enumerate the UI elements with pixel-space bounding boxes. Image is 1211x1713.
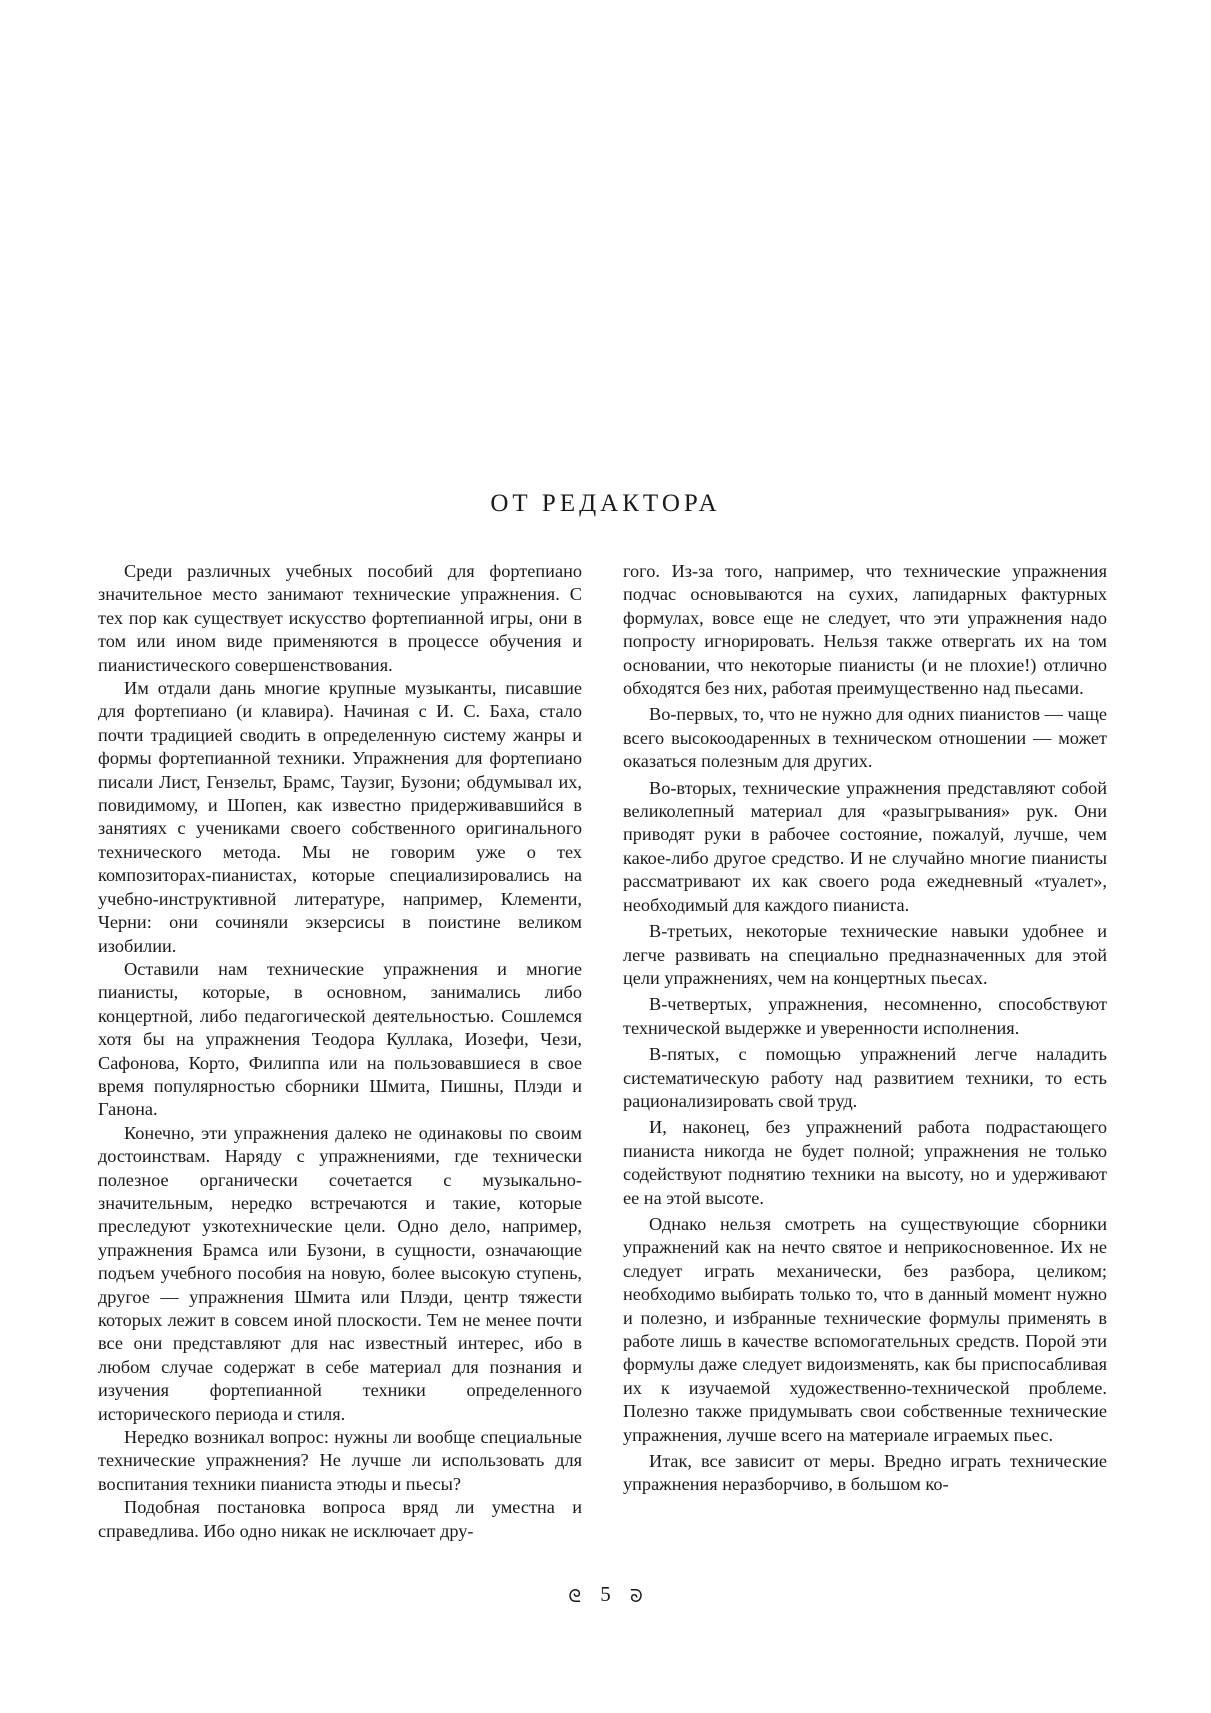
paragraph: Итак, все зависит от меры. Вредно играть технические упражнения неразборчиво, в большом ко- — [623, 1451, 1107, 1495]
paragraph: Оставили нам технические упражнения и многие пианисты, которые, в основном, занимались либо концертной, либо педагогической деятельностью. Сошлемся хотя бы на упражнения Теодора Куллака, Иозефи, Чези, Сафонова, Корто, Филиппа или на пользовавшиеся в свое время популярностью сборники Шмита, Пишны, Плэди и Ганона. — [98, 958, 582, 1120]
ornament-right-icon: ᘐ — [630, 1585, 643, 1606]
paragraph: И, наконец, без упражнений работа подрастающего пианиста никогда не будет полной; упражнения не только содействуют поднятию техники на высоту, но и удерживают ее на этой высоте. — [623, 1117, 1107, 1208]
page-footer — [0, 1582, 1211, 1607]
paragraph: Во-вторых, технические упражнения представляют собой великолепный материал для «разыгрывания» рук. Они приводят руки в рабочее состояние, пожалуй, лучше, чем какое-либо другое средство. И не случайно многие пианисты рассматривают их как своего рода ежедневный «туалет», необходимый для каждого пианиста. — [623, 777, 1107, 915]
paragraph: В-пятых, с помощью упражнений легче наладить систематическую работу над развитием техники, то есть рационализировать свой труд. — [623, 1044, 1107, 1111]
paragraph: Однако нельзя смотреть на существующие сборники упражнений как на нечто святое и неприкосновенное. Их не следует играть механически, без разбора, целиком; необходимо выбирать только то, что в данный момент нужно и полезно, и избранные технические формулы применять в работе лишь в качестве вспомогательных средств. Порой эти формулы даже следует видоизменять, как бы приспосабливая их к изучаемой художественно-технической проблеме. Полезно также придумывать свои собственные технические упражнения, лучше всего на материале играемых пьес. — [623, 1213, 1107, 1445]
paragraph: Конечно, эти упражнения далеко не одинаковы по своим достоинствам. Наряду с упражнениями, где технически полезное органически сочетается с музыкально-значительным, нередко встречаются и такие, которые преследуют узкотехнические цели. Одно дело, например, упражнения Брамса или Бузони, в сущности, означающие подъем учебного пособия на новую, более высокую ступень, другое — упражнения Шмита или Плэди, центр тяжести которых лежит в совсем иной плоскости. Тем не менее почти все они представляют для нас известный интерес, ибо в любом случае содержат в себе материал для познания и изучения фортепианной техники определенного исторического периода и стиля. — [98, 1122, 582, 1424]
paragraph: В-третьих, некоторые технические навыки удобнее и легче развивать на специально предназначенных для этой цели упражнениях, чем на концертных пьесах. — [623, 921, 1107, 988]
right-column — [623, 560, 1107, 1497]
page-title: ОТ РЕДАКТОРА — [490, 490, 721, 517]
paragraph: Во-первых, то, что не нужно для одних пианистов — чаще всего высокоодаренных в техническом отношении — может оказаться полезным для других. — [623, 704, 1108, 772]
paragraph: Нередко возникал вопрос: нужны ли вообще специальные технические упражнения? Не лучше ли использовать для воспитания техники пианиста этюды и пьесы? — [98, 1427, 582, 1494]
page-number: 5 — [600, 1582, 611, 1606]
left-column — [98, 560, 582, 1543]
paragraph: Им отдали дань многие крупные музыканты, писавшие для фортепиано (и клавира). Начиная с И. С. Баха, стало почти традицией сводить в определенную систему жанры и формы фортепианной техники. Упражнения для фортепиано писали Лист, Гензельт, Брамс, Таузиг, Бузони; обдумывал их, повидимому, и Шопен, как известно придерживавшийся в занятиях с учениками своего собственного оригинального технического метода. Мы не говорим уже о тех композиторах-пианистах, которые специализировались на учебно-инструктивной литературе, например, Клементи, Черни: они сочиняли экзерсисы в поистине великом изобилии. — [98, 678, 582, 956]
paragraph: Среди различных учебных пособий для фортепиано значительное место занимают технические упражнения. С тех пор как существует искусство фортепианной игры, они в том или ином виде применяются в процессе обучения и пианистического совершенствования. — [98, 561, 582, 675]
ornament-left-icon: ᘓ — [568, 1585, 581, 1606]
paragraph: Подобная постановка вопроса вряд ли уместна и справедлива. Ибо одно никак не исключает дру- — [98, 1497, 582, 1541]
paragraph: В-четвертых, упражнения, несомненно, способствуют технической выдержке и уверенности исполнения. — [623, 994, 1107, 1038]
paragraph-continuation: гого. Из-за того, например, что технические упражнения подчас основываются на сухих, лапидарных фактурных формулах, вовсе еще не следует, что эти упражнения надо попросту игнорировать. Нельзя также отвергать их на том основании, что некоторые пианисты (и не плохие!) отлично обходятся без них, работая преимущественно над пьесами. — [623, 561, 1107, 699]
